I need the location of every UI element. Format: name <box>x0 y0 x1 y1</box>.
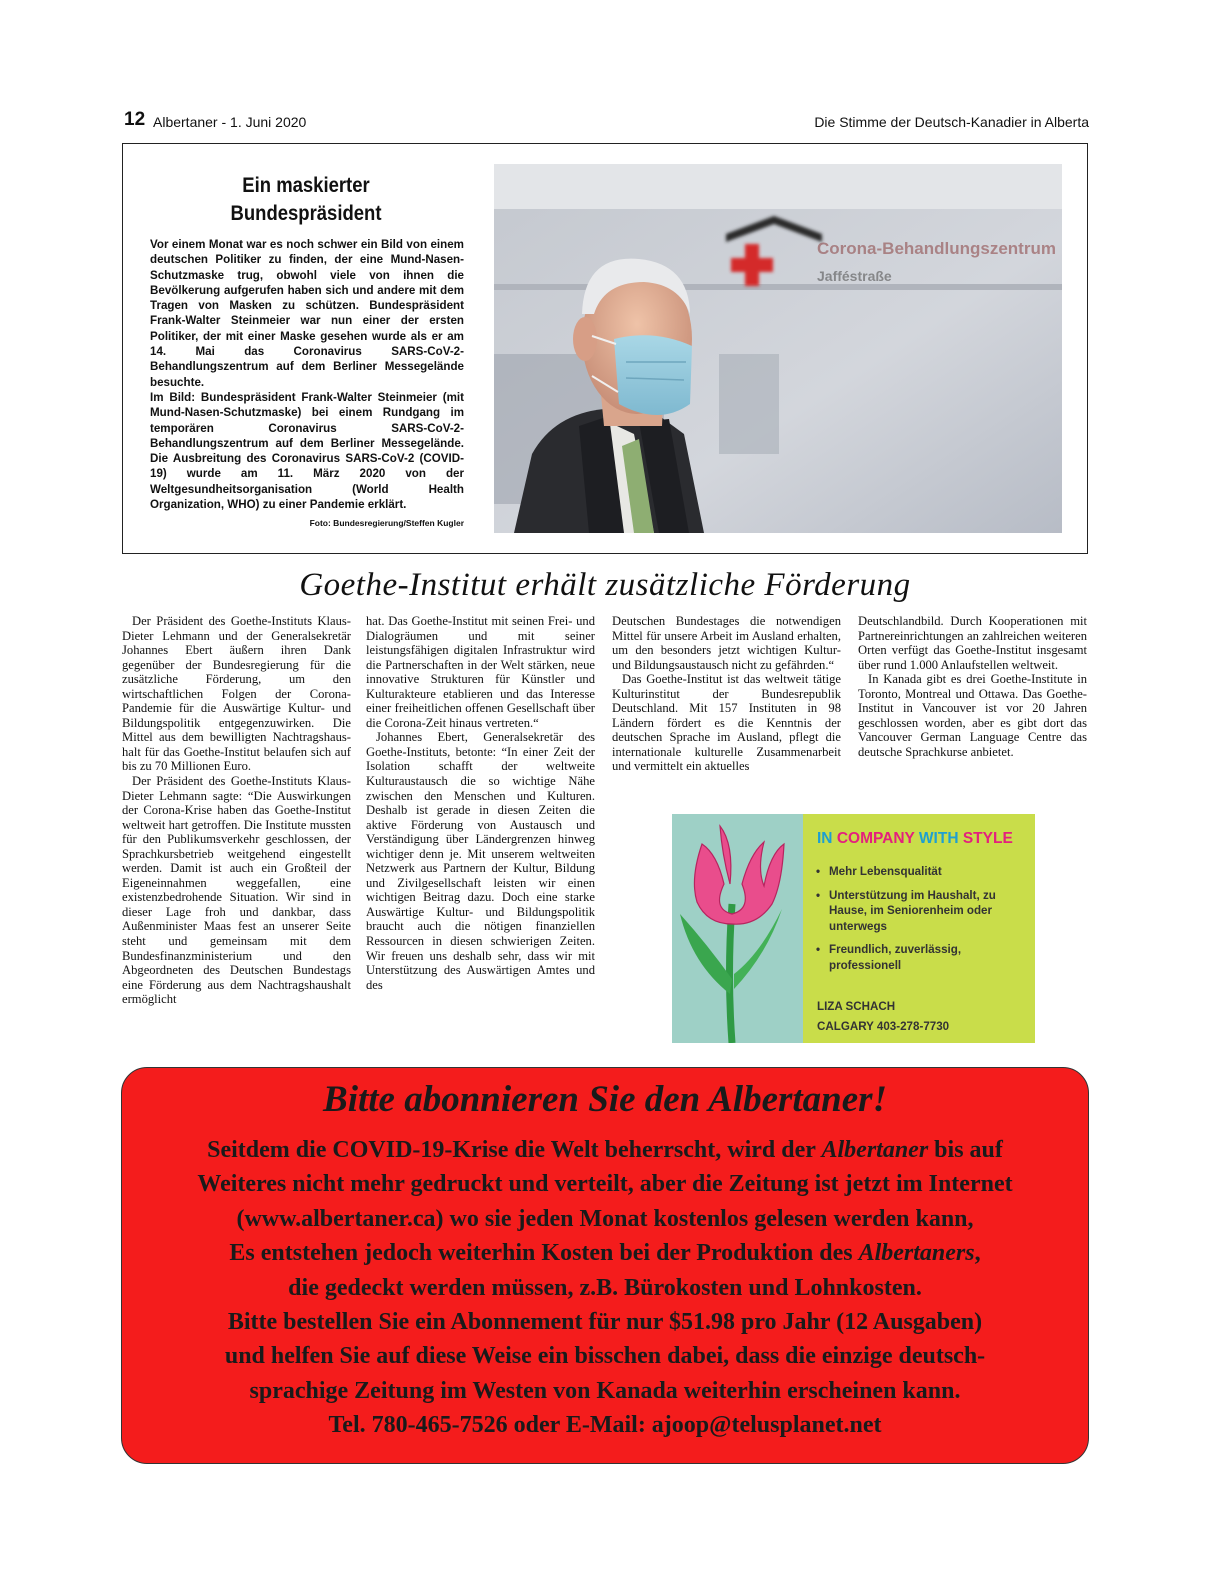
article-paragraph: In Kanada gibt es drei Goethe-Institute in Toronto, Montreal und Ottawa. Das Goethe-Institut in Vancouver ist vor 20 Jahren geschlossen worden, aber es gibt dort das Vancouver German Language Centre das deutsche Sprachkurse anbietet. <box>858 672 1087 759</box>
subscription-contact: Tel. 780-465-7526 oder E-Mail: ajoop@telusplanet.net <box>328 1412 882 1439</box>
subscription-title: Bitte abonnieren Sie den Albertaner! <box>323 1079 887 1120</box>
feature-caption <box>150 237 464 512</box>
article-paragraph: Deutschlandbild. Durch Kooperationen mit Partnereinrichtungen an zahlreichen weiteren Orten verfügt das Goethe-Institut insgesamt über rund 1.000 Anlaufstellen weltweit. <box>858 614 1087 672</box>
article-paragraph: Der Präsident des Goethe-Instituts Klaus-Dieter Lehmann und der Generalsekretär Johannes Ebert äußern ihren Dank gegenüber der Bundesregierung für die zusätzliche Förderung, um den wirtschaftlichen Folgen der Corona-Pandemie für die Auswärtige Kultur- und Bildungspolitik entgegenzuwirken. Die Mittel aus dem bewilligten Nachtragshaushalt für das Goethe-Institut belaufen sich auf bis zu 70 Millionen Euro. <box>122 614 351 774</box>
page-number: 12 <box>124 109 146 130</box>
edition-label: Albertaner - 1. Juni 2020 <box>153 114 307 130</box>
photo-credit: Foto: Bundesregierung/Steffen Kugler <box>309 518 464 528</box>
article-paragraph: Johannes Ebert, Generalsekretär des Goethe-Instituts, betonte: “In einer Zeit der Isolation schafft der weltweite Kulturaustausch die so wichtige Nähe zwischen den Menschen und Kulturen. Deshalb ist gerade in diesen Zeiten die aktive Förderung von Austausch und Verständigung über Ländergrenzen hinweg wichtiger denn je. Mit unserem weltweiten Netzwerk aus Partnern der Kultur, Bildung und Zivilgesellschaft leisten wir einen wichtigen Beitrag dazu. Doch eine starke Auswärtige Kultur- und Bildungspolitik braucht auch die nötigen finanziellen Ressourcen in diesen schwierigen Zeiten. Wir freuen uns deshalb sehr, dass wir mit Unterstützung des Auswärtigen Amtes und des <box>366 730 595 992</box>
newspaper-tagline: Die Stimme der Deutsch-Kanadier in Alberta <box>814 114 1089 130</box>
ad-contact-name: LIZA SCHACH <box>817 1000 896 1013</box>
photo-sign-text: Jafféstraße <box>817 268 892 284</box>
ad-contact-phone: CALGARY 403-278-7730 <box>817 1020 950 1033</box>
subscription-text: Seitdem die COVID-19-Krise die Welt beherrscht, wird der Albertaner bis auf Weiteres nicht mehr gedruckt und verteilt, aber die Zeitung ist jetzt im Internet (www.albertaner.ca) wo sie jeden Monat kostenlos gelesen werden kann, Es entstehen jedoch weiterhin Kosten bei der Produktion des Albertaners, die gedeckt werden müssen, z.B. Bürokosten und Lohnkosten. Bitte bestellen Sie ein Abonnement für nur $51.98 pro Jahr (12 Ausgaben) und helfen Sie auf diese Weise ein bisschen dabei, dass die einzige deutsch- sprachige Zeitung im Westen von Kanada weiterhin erscheinen kann. Tel. 780-465-7526 oder E-Mail: ajoop@telusplanet.net <box>121 1133 1089 1443</box>
tulip-painting <box>672 814 803 1043</box>
list-item: • Mehr Lebensqualität <box>815 864 1025 880</box>
article-column <box>122 614 351 1007</box>
list-item: • Freundlich, zuverlässig, professionell <box>815 942 1025 973</box>
article-title: Goethe-Institut erhält zusätzliche Förderung <box>299 567 911 603</box>
article-paragraph: Deutschen Bundestages die notwendigen Mittel für unsere Arbeit im Ausland erhalten, um den besonders jetzt wichtigen Kultur- und Bildungsaustausch nicht zu gefährden.“ <box>612 614 841 672</box>
ad-company-name: IN COMPANY WITH STYLE <box>817 830 1013 847</box>
photo-president-with-mask <box>494 164 1062 533</box>
article-column <box>612 614 841 774</box>
article-paragraph: Der Präsident des Goethe-Instituts Klaus-Dieter Lehmann sagte: “Die Auswirkungen der Corona-Krise haben das Goethe-Institut weltweit hart getroffen. Die Institute mussten für den Publikumsverkehr geschlossen, der Sprachkursbetrieb weitgehend eingestellt werden. Damit ist auch ein Großteil der Eigeneinnahmen weggefallen, eine existenzbedrohende Situation. Wir sind in dieser Lage froh und dankbar, dass Außenminister Maas fest an unserer Seite steht und gemeinsam mit dem Bundesfinanzministerium und den Abgeordneten des Deutschen Bundestags eine Förderung aus dem Nachtragshaushalt ermöglicht <box>122 774 351 1007</box>
list-item: • Unterstützung im Haushalt, zu Hause, im Seniorenheim oder unterwegs <box>815 888 1025 935</box>
feature-paragraph: Im Bild: Bundespräsident Frank-Walter Steinmeier (mit Mund-Nasen-Schutzmaske) bei einem Rundgang im temporären Coronavirus SARS-CoV-2-Behandlungszentrum auf dem Berliner Messegelände. Die Ausbreitung des Coronavirus SARS-CoV-2 (COVID-19) wurde am 11. März 2020 von der Weltgesundheitsorganisation (World Health Organization, WHO) zu einer Pandemie erklärt. <box>150 390 464 512</box>
article-paragraph: hat. Das Goethe-Institut mit seinen Frei- und Dialogräumen und mit seiner leistungsfähigen digitalen Infrastruktur wird die Partnerschaften in der Welt stärken, neue innovative Strukturen für Künstler und Kulturakteure etablieren und das Interesse einer freiheitlichen offenen Gesellschaft über die Corona-Zeit hinaus vertreten.“ <box>366 614 595 730</box>
feature-paragraph: Vor einem Monat war es noch schwer ein Bild von einem deutschen Politiker zu finden, der eine Mund-Nasen-Schutzmaske trug, obwohl viele von ihnen die Bevölkerung aufgerufen haben sich und andere mit dem Tragen von Masken zu schützen. Bundespräsident Frank-Walter Steinmeier war nun einer der ersten Politiker, der mit einer Maske gesehen wurde als er am 14. Mai das Coronavirus SARS-CoV-2-Behandlungszentrum auf dem Berliner Messegelände besuchte. <box>150 238 464 389</box>
ad-bullet-list <box>815 864 1025 981</box>
article-paragraph: Das Goethe-Institut ist das weltweit tätige Kulturinstitut der Bundesrepublik Deutschland. Mit 157 Instituten in 98 Ländern fördert es die Kenntnis der deutschen Sprache im Ausland, pflegt die internationale kulturelle Zusammenarbeit und vermittelt ein aktuelles <box>612 672 841 774</box>
article-column <box>366 614 595 992</box>
article-column <box>858 614 1087 759</box>
feature-title: Ein maskierter Bundespräsident <box>230 174 382 225</box>
photo-sign-text: Corona-Behandlungszentrum <box>817 239 1056 258</box>
advertisement <box>672 814 1035 1043</box>
